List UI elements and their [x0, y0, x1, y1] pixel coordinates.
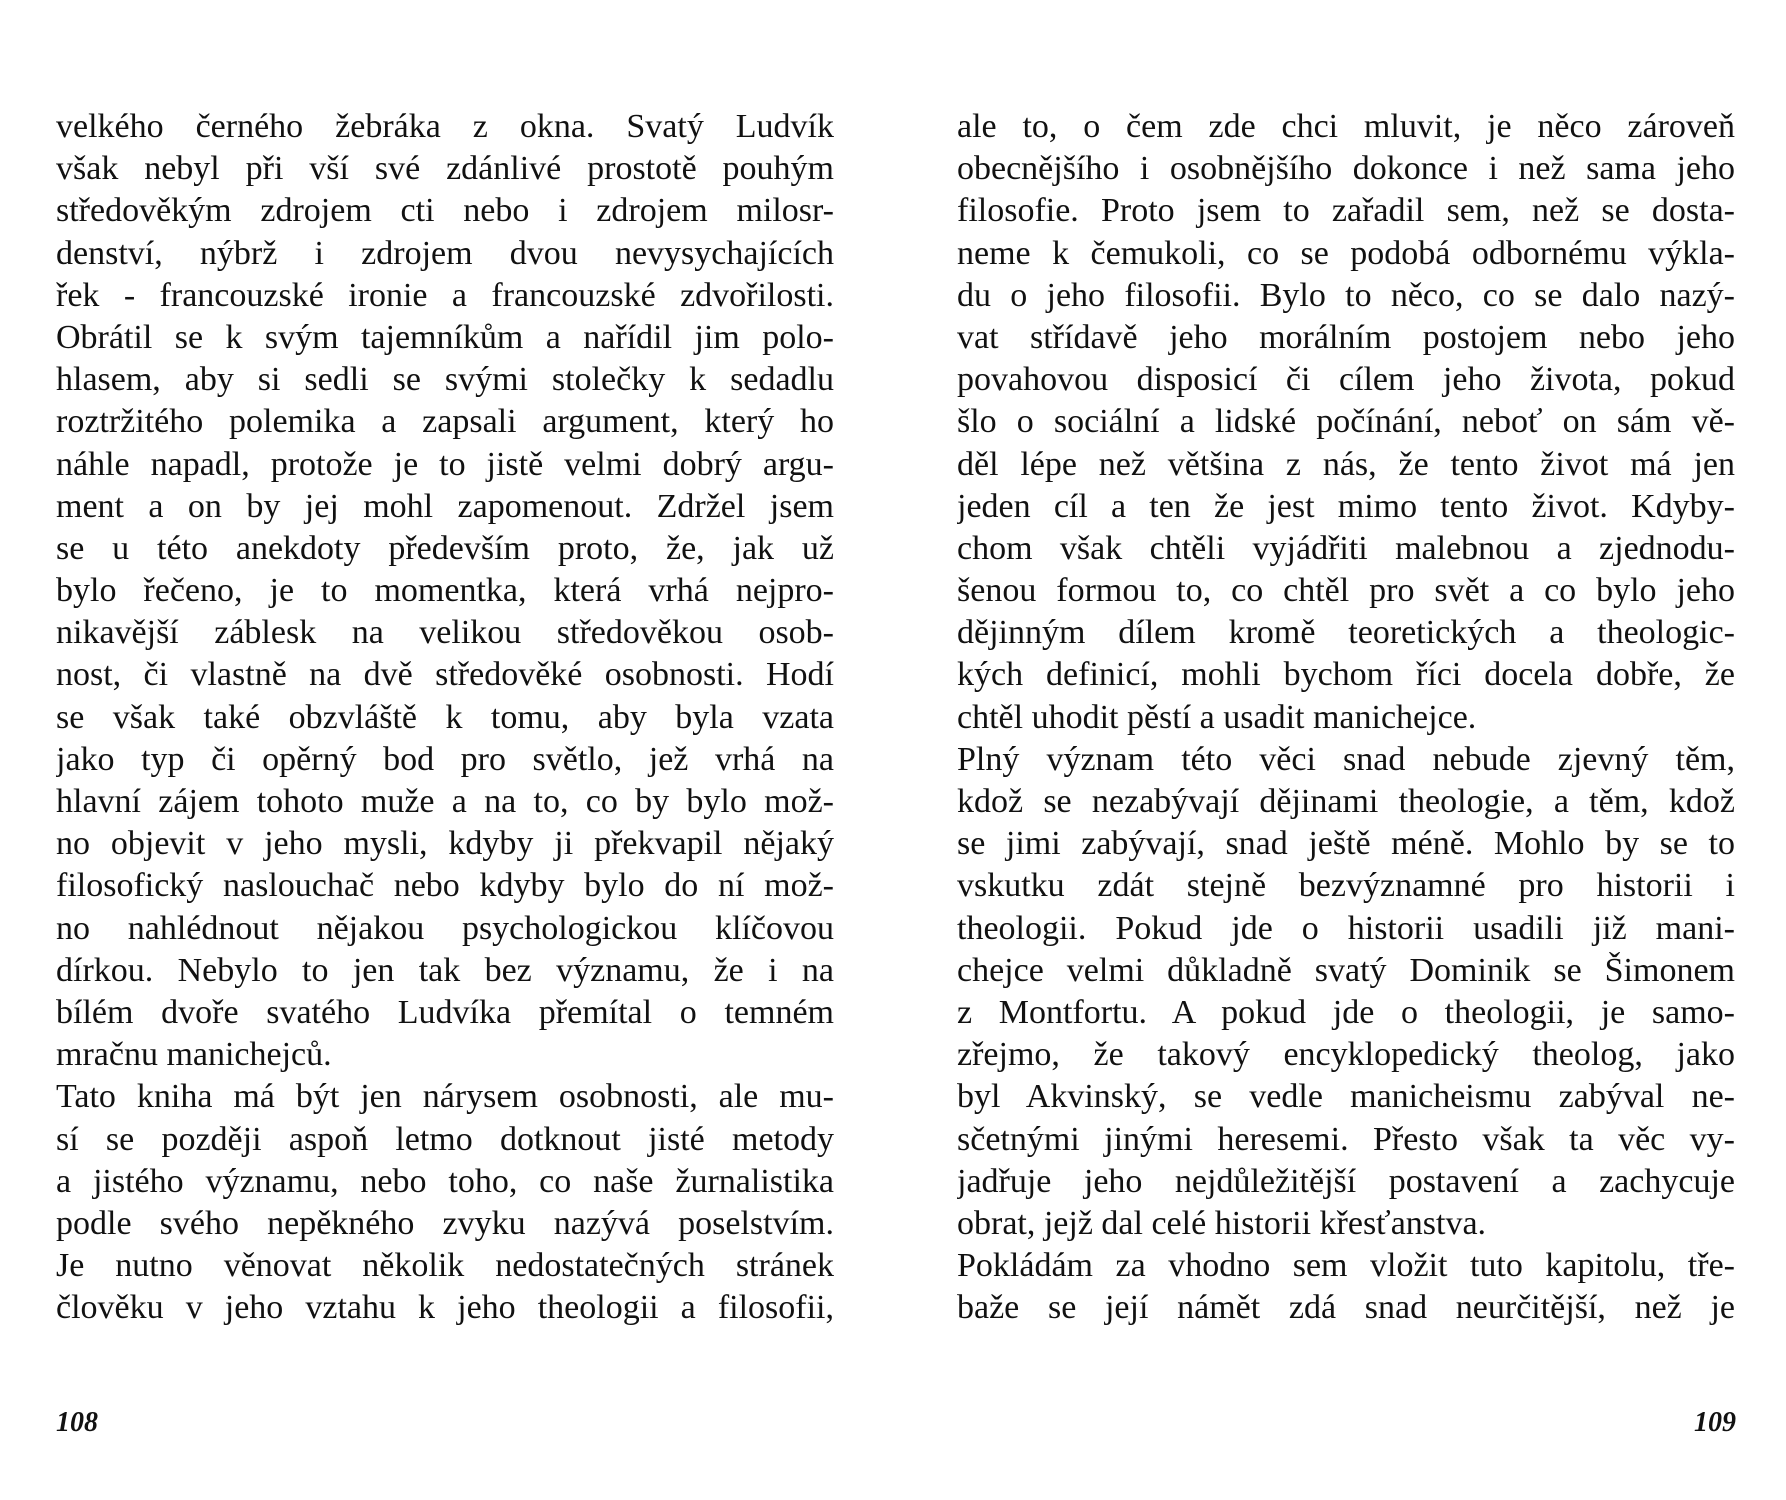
text-line: řek - francouzské ironie a francouzské zdvořilosti. — [56, 276, 834, 314]
text-line: děl lépe než většina z nás, že tento život má jen — [957, 445, 1735, 483]
text-line: se u této anekdoty především proto, že, jak už — [56, 529, 834, 567]
text-line: Je nutno věnovat několik nedostatečných stránek — [56, 1247, 834, 1285]
text-line: vskutku zdát stejně bezvýznamné pro historii i — [957, 867, 1735, 905]
text-line: vat střídavě jeho morálním postojem nebo jeho — [957, 318, 1735, 356]
text-line: byl Akvinský, se vedle manicheismu zabýval ne- — [957, 1078, 1735, 1116]
text-line: podle svého nepěkného zvyku nazývá poselstvím. — [56, 1204, 834, 1242]
text-line: dírkou. Nebylo to jen tak bez významu, že i na — [56, 951, 834, 989]
text-line: du o jeho filosofii. Bylo to něco, co se dalo nazý- — [957, 276, 1735, 314]
text-line: hlasem, aby si sedli se svými stolečky k sedadlu — [56, 361, 834, 399]
left-page-text — [56, 106, 834, 1329]
text-line: chejce velmi důkladně svatý Dominik se Šimonem — [957, 951, 1735, 989]
text-line: obecnějšího i osobnějšího dokonce i než sama jeho — [957, 150, 1735, 188]
text-line: roztržitého polemika a zapsali argument, který ho — [56, 403, 834, 441]
right-page-text — [957, 106, 1735, 1329]
text-line: Plný význam této věci snad nebude zjevný těm, — [957, 740, 1735, 778]
text-line: theologii. Pokud jde o historii usadili již mani- — [957, 909, 1735, 947]
text-line: hlavní zájem tohoto muže a na to, co by bylo mož- — [56, 783, 834, 820]
text-line: bílém dvoře svatého Ludvíka přemítal o temném — [56, 993, 834, 1031]
text-line: Obrátil se k svým tajemníkům a nařídil jim polo- — [56, 318, 834, 356]
text-line: mračnu manichejců. — [56, 1036, 332, 1074]
page-number: 109 — [1694, 1407, 1736, 1438]
text-line: člověku v jeho vztahu k jeho theologii a filosofii, — [56, 1289, 834, 1327]
text-line: náhle napadl, protože je to jistě velmi dobrý argu- — [56, 445, 834, 483]
text-line: velkého černého žebráka z okna. Svatý Ludvík — [56, 108, 834, 145]
text-line: kdož se nezabývají dějinami theologie, a těm, kdož — [957, 783, 1735, 820]
text-line: šenou formou to, co chtěl pro svět a co bylo jeho — [957, 572, 1735, 610]
text-line: kých definicí, mohli bychom říci docela dobře, že — [957, 656, 1735, 694]
text-line: Tato kniha má být jen nárysem osobnosti, ale mu- — [56, 1078, 834, 1116]
text-line: bylo řečeno, je to momentka, která vrhá nejpro- — [56, 572, 834, 610]
text-line: zřejmo, že takový encyklopedický theolog, jako — [957, 1036, 1735, 1074]
text-line: povahovou disposicí či cílem jeho života, pokud — [957, 361, 1735, 399]
text-line: ment a on by jej mohl zapomenout. Zdržel jsem — [56, 487, 834, 525]
text-line: středověkým zdrojem cti nebo i zdrojem milosr- — [56, 192, 834, 230]
text-line: chtěl uhodit pěstí a usadit manichejce. — [957, 698, 1477, 736]
text-line: nost, či vlastně na dvě středověké osobnosti. Hodí — [56, 656, 834, 694]
text-line: nikavější záblesk na velikou středověkou osob- — [56, 614, 834, 652]
text-line: a jistého významu, nebo toho, co naše žurnalistika — [56, 1162, 834, 1200]
text-line: sčetnými jinými heresemi. Přesto však ta věc vy- — [957, 1120, 1735, 1158]
text-line: neme k čemukoli, co se podobá odbornému výkla- — [957, 234, 1735, 272]
text-line: no nahlédnout nějakou psychologickou klíčovou — [56, 909, 834, 947]
text-line: se jimi zabývají, snad ještě méně. Mohlo by se to — [957, 825, 1735, 863]
text-line: filosofie. Proto jsem to zařadil sem, než se dosta- — [957, 192, 1735, 230]
text-line: ale to, o čem zde chci mluvit, je něco zároveň — [957, 108, 1735, 145]
text-line: šlo o sociální a lidské počínání, neboť on sám vě- — [957, 403, 1735, 441]
text-line: sí se později aspoň letmo dotknout jisté metody — [56, 1120, 834, 1158]
right-page — [893, 0, 1786, 1500]
text-line: jadřuje jeho nejdůležitější postavení a zachycuje — [957, 1162, 1735, 1200]
text-line: no objevit v jeho mysli, kdyby ji překvapil nějaký — [56, 825, 834, 863]
text-line: baže se její námět zdá snad neurčitější, než je — [957, 1289, 1735, 1327]
text-line: jako typ či opěrný bod pro světlo, jež vrhá na — [56, 740, 834, 778]
text-line: však nebyl při vší své zdánlivé prostotě pouhým — [56, 150, 834, 188]
text-line: se však také obzvláště k tomu, aby byla vzata — [56, 698, 834, 736]
page-number: 108 — [56, 1407, 98, 1438]
text-line: filosofický naslouchač nebo kdyby bylo do ní mož- — [56, 867, 834, 905]
text-line: denství, nýbrž i zdrojem dvou nevysychajících — [56, 234, 834, 272]
text-line: obrat, jejž dal celé historii křesťanstva. — [957, 1204, 1487, 1242]
text-line: z Montfortu. A pokud jde o theologii, je samo- — [957, 993, 1735, 1031]
text-line: chom však chtěli vyjádřiti malebnou a zjednodu- — [957, 529, 1735, 567]
text-line: Pokládám za vhodno sem vložit tuto kapitolu, tře- — [957, 1247, 1735, 1285]
text-line: dějinným dílem kromě teoretických a theologic- — [957, 614, 1735, 652]
text-line: jeden cíl a ten že jest mimo tento život. Kdyby- — [957, 487, 1735, 525]
